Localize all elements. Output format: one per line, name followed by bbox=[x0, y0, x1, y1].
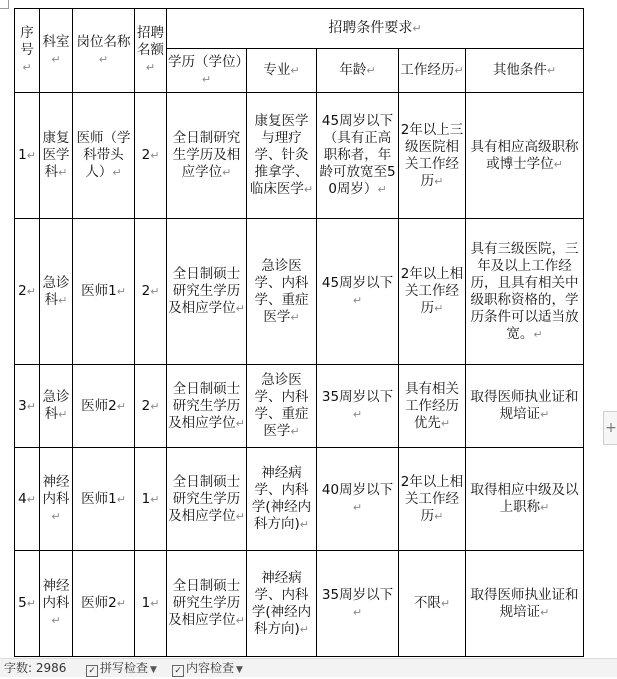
cell-dept: 急诊科↵ bbox=[40, 365, 73, 448]
page-corner-mark bbox=[0, 0, 9, 9]
cell-index: 2↵ bbox=[15, 219, 40, 365]
header-index: 序号↵ bbox=[15, 9, 40, 93]
header-position: 岗位名称↵ bbox=[73, 9, 135, 93]
table-row bbox=[15, 551, 584, 657]
cell-age: 40周岁以下↵ bbox=[317, 448, 399, 551]
cell-position: 医师2↵ bbox=[73, 551, 135, 657]
cell-other: 具有三级医院，三年及以上工作经历，且具有相关中级职称资格的，学历条件可以适当放宽。↵ bbox=[466, 219, 584, 365]
cell-quota: 2↵ bbox=[135, 93, 167, 219]
cell-other: 具有相应高级职称或博士学位↵ bbox=[466, 93, 584, 219]
cell-index: 1↵ bbox=[15, 93, 40, 219]
checkbox-icon: ✓ bbox=[86, 665, 98, 677]
spell-check-toggle[interactable] bbox=[86, 659, 157, 679]
cell-age: 45周岁以下↵ bbox=[317, 219, 399, 365]
table-row bbox=[15, 448, 584, 551]
cell-dept: 急诊科↵ bbox=[40, 219, 73, 365]
cell-other: 取得医师执业证和规培证↵ bbox=[466, 551, 584, 657]
header-quota: 招聘名额↵ bbox=[135, 9, 167, 93]
cell-education: 全日制硕士研究生学历及相应学位↵ bbox=[167, 219, 247, 365]
spell-check-label: 拼写检查 bbox=[100, 661, 149, 675]
header-education: 学历（学位）↵ bbox=[167, 49, 247, 93]
header-age: 年龄↵ bbox=[317, 49, 399, 93]
cell-dept: 神经内科↵ bbox=[40, 551, 73, 657]
cell-position: 医师1↵ bbox=[73, 448, 135, 551]
table-row bbox=[15, 93, 584, 219]
cell-quota: 2↵ bbox=[135, 365, 167, 448]
cell-quota: 1↵ bbox=[135, 448, 167, 551]
cell-education: 全日制硕士研究生学历及相应学位↵ bbox=[167, 448, 247, 551]
cell-index: 3↵ bbox=[15, 365, 40, 448]
cell-position: 医师2↵ bbox=[73, 365, 135, 448]
cell-major: 急诊医学、内科学、重症医学↵ bbox=[247, 219, 317, 365]
cell-major: 急诊医学、内科学、重症医学↵ bbox=[247, 365, 317, 448]
table-row bbox=[15, 365, 584, 448]
word-count[interactable]: 字数: 2986 bbox=[4, 661, 67, 675]
cell-experience: 2年以上三级医院相关工作经历↵ bbox=[399, 93, 466, 219]
content-check-toggle[interactable] bbox=[172, 659, 243, 679]
cell-experience: 具有相关工作经历优先↵ bbox=[399, 365, 466, 448]
chevron-down-icon: ▼ bbox=[236, 665, 243, 675]
cell-major: 神经病学、内科学(神经内科方向)↵ bbox=[247, 551, 317, 657]
cell-education: 全日制研究生学历及相应学位↵ bbox=[167, 93, 247, 219]
cell-index: 5↵ bbox=[15, 551, 40, 657]
recruitment-table bbox=[14, 8, 584, 657]
checkbox-icon: ✓ bbox=[172, 665, 184, 677]
cell-major: 康复医学与理疗学、针灸推拿学、临床医学↵ bbox=[247, 93, 317, 219]
add-row-handle[interactable]: + bbox=[603, 411, 617, 445]
content-check-label: 内容检查 bbox=[186, 661, 235, 675]
header-experience: 工作经历↵ bbox=[399, 49, 466, 93]
header-other: 其他条件↵ bbox=[466, 49, 584, 93]
cell-experience: 2年以上相关工作经历↵ bbox=[399, 448, 466, 551]
cell-age: 45周岁以下（具有正高职称者，年龄可放宽至50周岁）↵ bbox=[317, 93, 399, 219]
cell-age: 35周岁以下↵ bbox=[317, 551, 399, 657]
cell-position: 医师1↵ bbox=[73, 219, 135, 365]
cell-position: 医师（学科带头人）↵ bbox=[73, 93, 135, 219]
status-bar bbox=[0, 658, 617, 677]
cell-education: 全日制硕士研究生学历及相应学位↵ bbox=[167, 365, 247, 448]
cell-dept: 神经内科↵ bbox=[40, 448, 73, 551]
header-requirements: 招聘条件要求↵ bbox=[167, 9, 584, 49]
cell-age: 35周岁以下↵ bbox=[317, 365, 399, 448]
header-major: 专业↵ bbox=[247, 49, 317, 93]
header-dept: 科室↵ bbox=[40, 9, 73, 93]
cell-index: 4↵ bbox=[15, 448, 40, 551]
cell-other: 取得相应中级及以上职称↵ bbox=[466, 448, 584, 551]
table-row bbox=[15, 219, 584, 365]
chevron-down-icon: ▼ bbox=[150, 665, 157, 675]
cell-dept: 康复医学科↵ bbox=[40, 93, 73, 219]
cell-other: 取得医师执业证和规培证↵ bbox=[466, 365, 584, 448]
cell-experience: 2年以上相关工作经历↵ bbox=[399, 219, 466, 365]
cell-quota: 1↵ bbox=[135, 551, 167, 657]
cell-experience: 不限↵ bbox=[399, 551, 466, 657]
cell-education: 全日制硕士研究生学历及相应学位↵ bbox=[167, 551, 247, 657]
cell-quota: 2↵ bbox=[135, 219, 167, 365]
cell-major: 神经病学、内科学(神经内科方向)↵ bbox=[247, 448, 317, 551]
